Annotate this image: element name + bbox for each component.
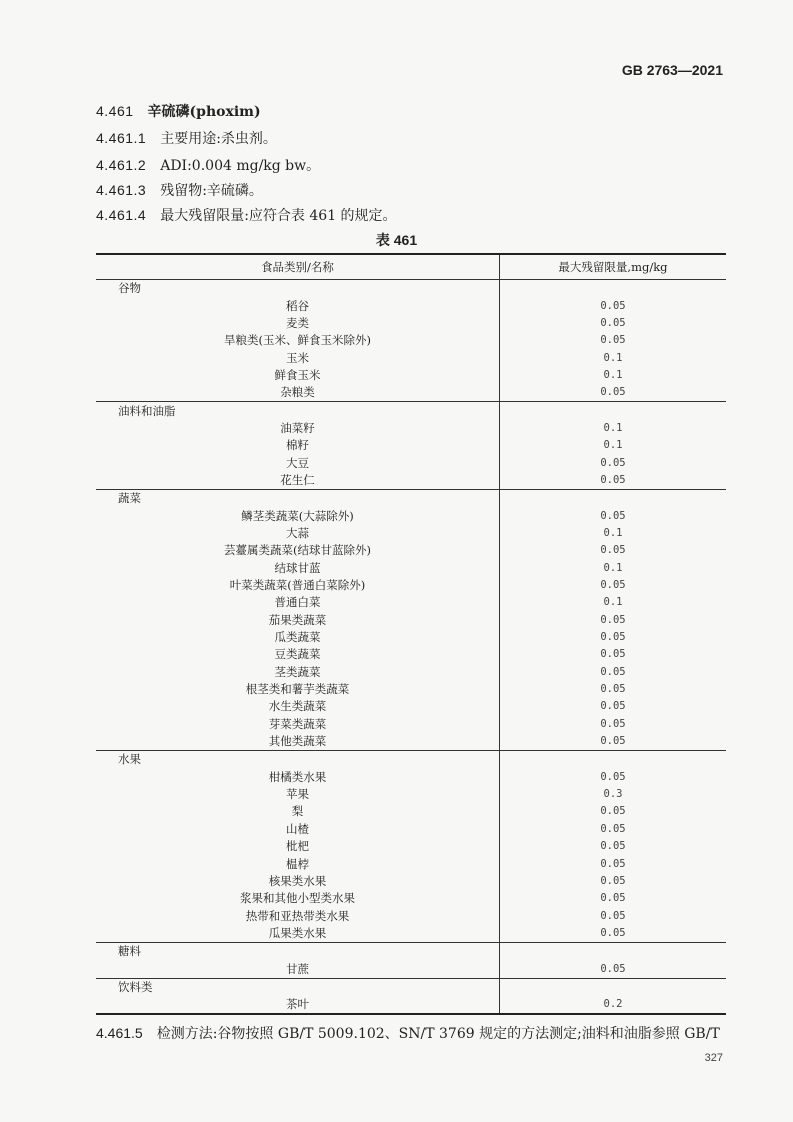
standard-code: GB 2763—2021 <box>621 62 723 78</box>
food-name: 杂粮类 <box>96 384 500 402</box>
clause-number: 4.461.2 <box>96 157 147 173</box>
max-residue-limit: 0.05 <box>600 874 626 887</box>
column-header-limit: 最大残留限量,mg/kg <box>500 254 727 280</box>
category-limit-empty <box>500 751 727 769</box>
max-residue-limit: 0.3 <box>603 788 623 801</box>
food-name: 榅桲 <box>96 855 500 872</box>
table-row <box>96 716 726 733</box>
food-name: 核果类水果 <box>96 873 500 890</box>
category-limit-empty <box>500 402 727 420</box>
max-residue-limit: 0.05 <box>600 770 626 783</box>
table-row <box>96 297 726 314</box>
table-row <box>96 349 726 366</box>
table-row <box>96 560 726 577</box>
food-name: 水生类蔬菜 <box>96 698 500 715</box>
table-row <box>96 315 726 332</box>
clause-number: 4.461 <box>96 103 134 119</box>
food-name: 茄果类蔬菜 <box>96 612 500 629</box>
food-name: 麦类 <box>96 315 500 332</box>
max-residue-limit: 0.05 <box>600 473 626 486</box>
max-residue-limit: 0.1 <box>603 351 623 364</box>
category-limit-empty <box>500 943 727 961</box>
food-name: 稻谷 <box>96 297 500 314</box>
food-name: 根茎类和薯芋类蔬菜 <box>96 681 500 698</box>
table-row <box>96 646 726 663</box>
table-row <box>96 733 726 751</box>
food-name: 瓜类蔬菜 <box>96 629 500 646</box>
food-name: 鲜食玉米 <box>96 367 500 384</box>
food-name: 苹果 <box>96 786 500 803</box>
max-residue-limit: 0.05 <box>600 683 626 696</box>
clause-text: ADI:0.004 mg/kg bw。 <box>160 158 321 174</box>
food-name: 花生仁 <box>96 472 500 490</box>
max-residue-limit: 0.05 <box>600 334 626 347</box>
table-row <box>96 855 726 872</box>
max-residue-limit: 0.05 <box>600 299 626 312</box>
max-residue-limit: 0.1 <box>603 526 623 539</box>
max-residue-limit: 0.05 <box>600 892 626 905</box>
clause-number: 4.461.5 <box>96 1025 143 1041</box>
food-name: 普通白菜 <box>96 594 500 611</box>
table-row <box>96 472 726 490</box>
max-residue-limit: 0.05 <box>600 840 626 853</box>
table-row <box>96 873 726 890</box>
table-row <box>96 629 726 646</box>
category-label: 油料和油脂 <box>96 402 500 420</box>
table-row <box>96 332 726 349</box>
category-limit-empty <box>500 490 727 508</box>
category-limit-empty <box>500 280 727 298</box>
category-label: 蔬菜 <box>96 490 500 508</box>
table-row <box>96 698 726 715</box>
table-row <box>96 907 726 924</box>
food-name: 柑橘类水果 <box>96 769 500 786</box>
max-residue-limit: 0.05 <box>600 456 626 469</box>
mrl-table-body <box>96 280 726 1015</box>
table-row <box>96 454 726 471</box>
max-residue-limit: 0.05 <box>600 316 626 329</box>
category-row <box>96 751 726 769</box>
table-row <box>96 525 726 542</box>
max-residue-limit: 0.05 <box>600 631 626 644</box>
clause-text: 最大残留限量:应符合表 461 的规定。 <box>160 208 397 224</box>
food-name: 大蒜 <box>96 525 500 542</box>
food-name: 其他类蔬菜 <box>96 733 500 751</box>
category-label: 糖料 <box>96 943 500 961</box>
clause-title <box>96 101 261 121</box>
food-name: 瓜果类水果 <box>96 925 500 943</box>
max-residue-limit: 0.05 <box>600 735 626 748</box>
max-residue-limit: 0.1 <box>603 439 623 452</box>
max-residue-limit: 0.1 <box>603 561 623 574</box>
clause-text: 辛硫磷(phoxim) <box>147 104 261 120</box>
max-residue-limit: 0.05 <box>600 909 626 922</box>
max-residue-limit: 0.05 <box>600 544 626 557</box>
food-name: 芽菜类蔬菜 <box>96 716 500 733</box>
table-row <box>96 996 726 1014</box>
page-number: 327 <box>704 1052 723 1064</box>
category-row <box>96 943 726 961</box>
food-name: 豆类蔬菜 <box>96 646 500 663</box>
table-row <box>96 925 726 943</box>
food-name: 甘蔗 <box>96 960 500 978</box>
clause-usage <box>96 128 277 148</box>
table-row <box>96 821 726 838</box>
max-residue-limit: 0.05 <box>600 613 626 626</box>
max-residue-limit: 0.05 <box>600 822 626 835</box>
table-title: 表 461 <box>375 232 418 248</box>
table-row <box>96 542 726 559</box>
table-row <box>96 594 726 611</box>
clause-number: 4.461.1 <box>96 130 147 146</box>
max-residue-limit: 0.05 <box>600 386 626 399</box>
max-residue-limit: 0.05 <box>600 509 626 522</box>
category-row <box>96 402 726 420</box>
table-row <box>96 786 726 803</box>
table-row <box>96 367 726 384</box>
category-limit-empty <box>500 978 727 996</box>
food-name: 油菜籽 <box>96 420 500 437</box>
table-row <box>96 612 726 629</box>
clause-number: 4.461.4 <box>96 207 147 223</box>
category-label: 谷物 <box>96 280 500 298</box>
mrl-table <box>96 253 726 1015</box>
max-residue-limit: 0.05 <box>600 857 626 870</box>
table-row <box>96 890 726 907</box>
food-name: 芸薹属类蔬菜(结球甘蓝除外) <box>96 542 500 559</box>
food-name: 鳞茎类蔬菜(大蒜除外) <box>96 507 500 524</box>
food-name: 浆果和其他小型类水果 <box>96 890 500 907</box>
clause-text: 检测方法:谷物按照 GB/T 5009.102、SN/T 3769 规定的方法测定;油料和油脂参照 GB/T <box>156 1026 720 1042</box>
max-residue-limit: 0.05 <box>600 648 626 661</box>
food-name: 热带和亚热带类水果 <box>96 907 500 924</box>
food-name: 茶叶 <box>96 996 500 1014</box>
food-name: 山楂 <box>96 821 500 838</box>
clause-text: 主要用途:杀虫剂。 <box>160 131 277 147</box>
max-residue-limit: 0.2 <box>603 998 623 1011</box>
food-name: 叶菜类蔬菜(普通白菜除外) <box>96 577 500 594</box>
table-row <box>96 681 726 698</box>
clause-adi <box>96 155 320 175</box>
table-row <box>96 384 726 402</box>
clause-text: 残留物:辛硫磷。 <box>160 183 263 199</box>
table-row <box>96 803 726 820</box>
food-name: 结球甘蓝 <box>96 560 500 577</box>
food-name: 茎类蔬菜 <box>96 664 500 681</box>
category-label: 饮料类 <box>96 978 500 996</box>
table-row <box>96 577 726 594</box>
food-name: 玉米 <box>96 349 500 366</box>
table-row <box>96 769 726 786</box>
column-header-food: 食品类别/名称 <box>96 254 500 280</box>
clause-mrl <box>96 205 397 225</box>
table-row <box>96 838 726 855</box>
max-residue-limit: 0.05 <box>600 962 626 975</box>
max-residue-limit: 0.1 <box>603 368 623 381</box>
max-residue-limit: 0.05 <box>600 700 626 713</box>
max-residue-limit: 0.05 <box>600 926 626 939</box>
category-row <box>96 280 726 298</box>
table-row <box>96 960 726 978</box>
category-row <box>96 978 726 996</box>
max-residue-limit: 0.05 <box>600 579 626 592</box>
max-residue-limit: 0.05 <box>600 717 626 730</box>
category-label: 水果 <box>96 751 500 769</box>
table-row <box>96 507 726 524</box>
clause-number: 4.461.3 <box>96 182 147 198</box>
category-row <box>96 490 726 508</box>
clause-residue <box>96 180 263 200</box>
food-name: 棉籽 <box>96 437 500 454</box>
table-row <box>96 664 726 681</box>
max-residue-limit: 0.1 <box>603 596 623 609</box>
food-name: 大豆 <box>96 454 500 471</box>
food-name: 枇杷 <box>96 838 500 855</box>
max-residue-limit: 0.05 <box>600 805 626 818</box>
table-row <box>96 437 726 454</box>
food-name: 旱粮类(玉米、鲜食玉米除外) <box>96 332 500 349</box>
max-residue-limit: 0.05 <box>600 665 626 678</box>
food-name: 梨 <box>96 803 500 820</box>
table-row <box>96 420 726 437</box>
max-residue-limit: 0.1 <box>603 421 623 434</box>
clause-detection-method <box>96 1023 720 1043</box>
